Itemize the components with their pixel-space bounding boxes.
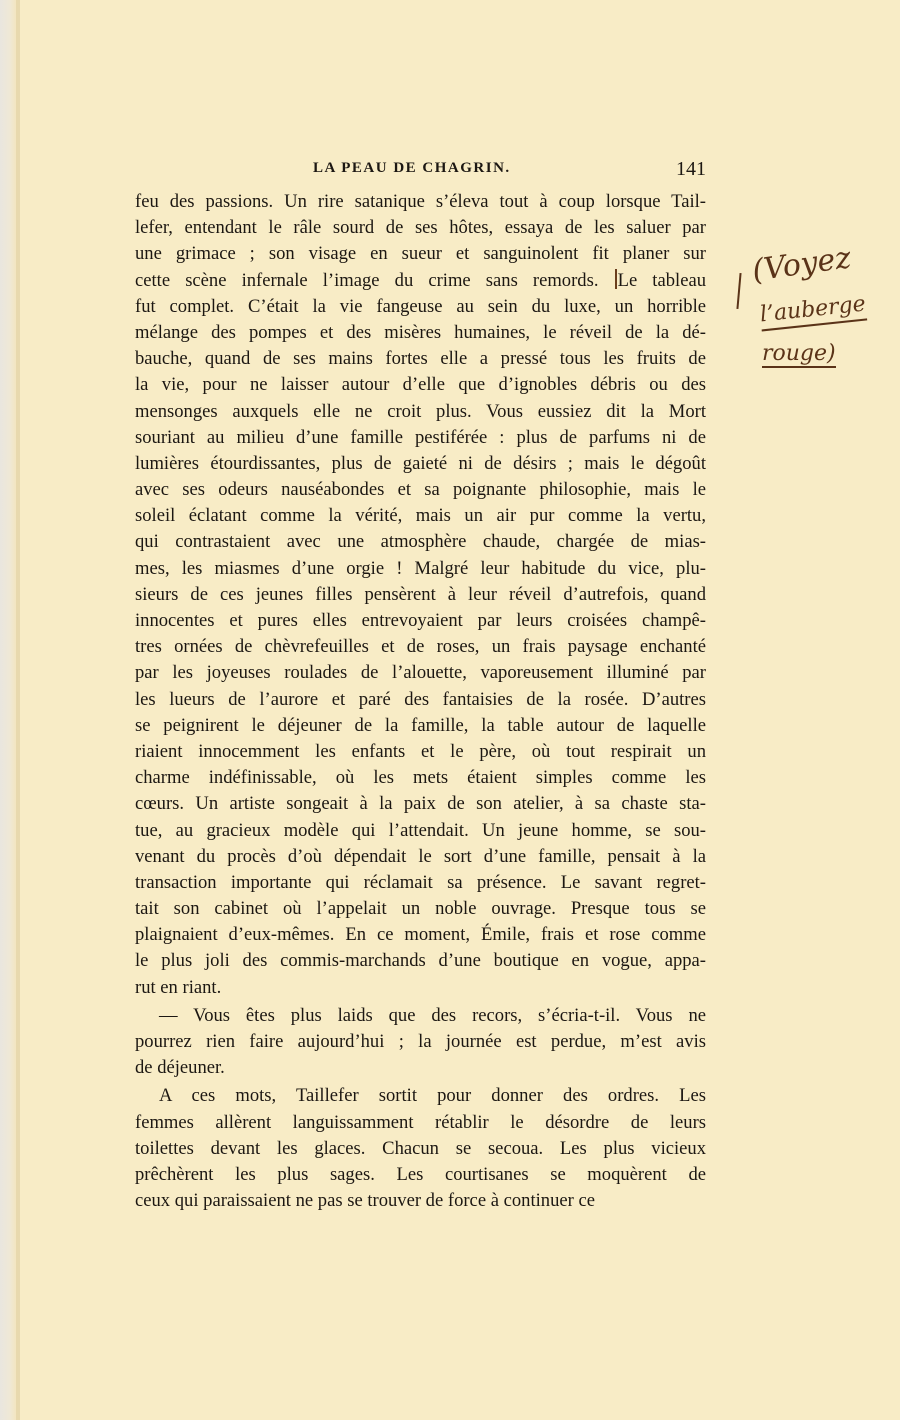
text-line: venant du procès d’où dépendait le sort d’une famille, pensait à la [135,845,706,867]
note-line-2: l’auberge [759,292,867,332]
margin-mark [736,273,741,309]
text-line: charme indéfinissable, où les mets étaient simples comme les [135,767,706,789]
text-line: le plus joli des commis-marchands d’une boutique en vogue, appa- [135,950,706,972]
text-line: ceux qui paraissaient ne pas se trouver de force à continuer ce [135,1190,595,1212]
note-line-1: (Voyez [750,240,854,289]
note-line-3: rouge) [762,341,836,366]
text-line: pourrez rien faire aujourd’hui ; la journée est perdue, m’est avis [135,1031,706,1052]
page-header [135,158,706,184]
page-number: 141 [676,158,706,180]
text-segment: cette scène infernale l’image du crime sans remords. [135,269,599,291]
text-line: sieurs de ces jeunes filles pensèrent à leur réveil d’autrefois, quand [135,583,706,605]
scan-edge [0,0,16,1420]
text-line: prêchèrent les plus sages. Les courtisanes se moquèrent de [135,1163,706,1185]
text-line: par les joyeuses roulades de l’alouette, vaporeusement illuminé par [135,662,706,684]
text-line: plaignaient d’eux-mêmes. En ce moment, Émile, frais et rose comme [135,924,706,946]
text-line: bauche, quand de ses mains fortes elle a pressé tous les fruits de [135,348,706,370]
text-line: rut en riant. [135,976,222,998]
text-line: avec ses odeurs nauséabondes et sa poignante philosophie, mais le [135,479,706,501]
text-line: fut complet. C’était la vie fangeuse au sein du luxe, un horrible [135,295,706,317]
text-line: riaient innocemment les enfants et le père, où tout respirait un [135,740,706,762]
running-title: LA PEAU DE CHAGRIN. [313,160,511,176]
text-line: lumières étourdissantes, plus de gaieté ni de désirs ; mais le dégoût [135,452,706,474]
text-segment: Le tableau [617,269,706,291]
text-line: lefer, entendant le râle sourd de ses hôtes, essaya de les saluer par [135,217,706,239]
text-line: soleil éclatant comme la vérité, mais un air pur comme la vertu, [135,505,706,527]
text-line: feu des passions. Un rire satanique s’éleva tout à coup lorsque Tail- [135,191,706,212]
text-line: souriant au milieu d’une famille pestiférée : plus de parfums ni de [135,426,706,448]
text-line: mensonges auxquels elle ne croit plus. Vous eussiez dit la Mort [135,400,706,422]
text-line: de déjeuner. [135,1057,225,1079]
paragraph [135,189,706,1001]
text-line: une grimace ; son visage en sueur et sanguinolent fit planer sur [135,243,706,265]
text-line: la vie, pour ne laisser autour d’elle que d’ignobles débris ou des [135,374,706,396]
text-line: transaction importante qui réclamait sa présence. Le savant regret- [135,871,706,893]
insertion-mark [615,269,617,289]
text-line: A ces mots, Taillefer sortit pour donner des ordres. Les [159,1085,706,1107]
text-line: tue, au gracieux modèle qui l’attendait. Un jeune homme, se sou- [135,819,706,841]
text-line: — Vous êtes plus laids que des recors, s’écria-t-il. Vous ne [159,1004,706,1026]
text-line: innocentes et pures elles entrevoyaient par leurs croisées champê- [135,610,706,631]
text-line: qui contrastaient avec une atmosphère chaude, chargée de mias- [135,531,706,553]
text-line: femmes allèrent languissamment rétablir le désordre de leurs [135,1111,706,1133]
paragraph [135,1083,706,1214]
text-line: cœurs. Un artiste songeait à la paix de son atelier, à sa chaste sta- [135,793,706,815]
handwritten-margin-note [730,240,880,385]
text-line: se peignirent le déjeuner de la famille, la table autour de laquelle [135,714,706,736]
page-body [135,189,706,1214]
text-line: toilettes devant les glaces. Chacun se secoua. Les plus vicieux [135,1137,706,1159]
text-line: tres ornées de chèvrefeuilles et de roses, un frais paysage enchanté [135,636,706,658]
paragraph [135,1003,706,1082]
text-line: mélange des pompes et des misères humaines, le réveil de la dé- [135,321,706,343]
text-line [135,268,706,294]
text-line: les lueurs de l’aurore et paré des fantaisies de la rosée. D’autres [135,688,706,710]
scan-edge-shadow [16,0,20,1420]
text-line: mes, les miasmes d’une orgie ! Malgré leur habitude du vice, plu- [135,557,706,579]
text-line: tait son cabinet où l’appelait un noble ouvrage. Presque tous se [135,898,706,920]
